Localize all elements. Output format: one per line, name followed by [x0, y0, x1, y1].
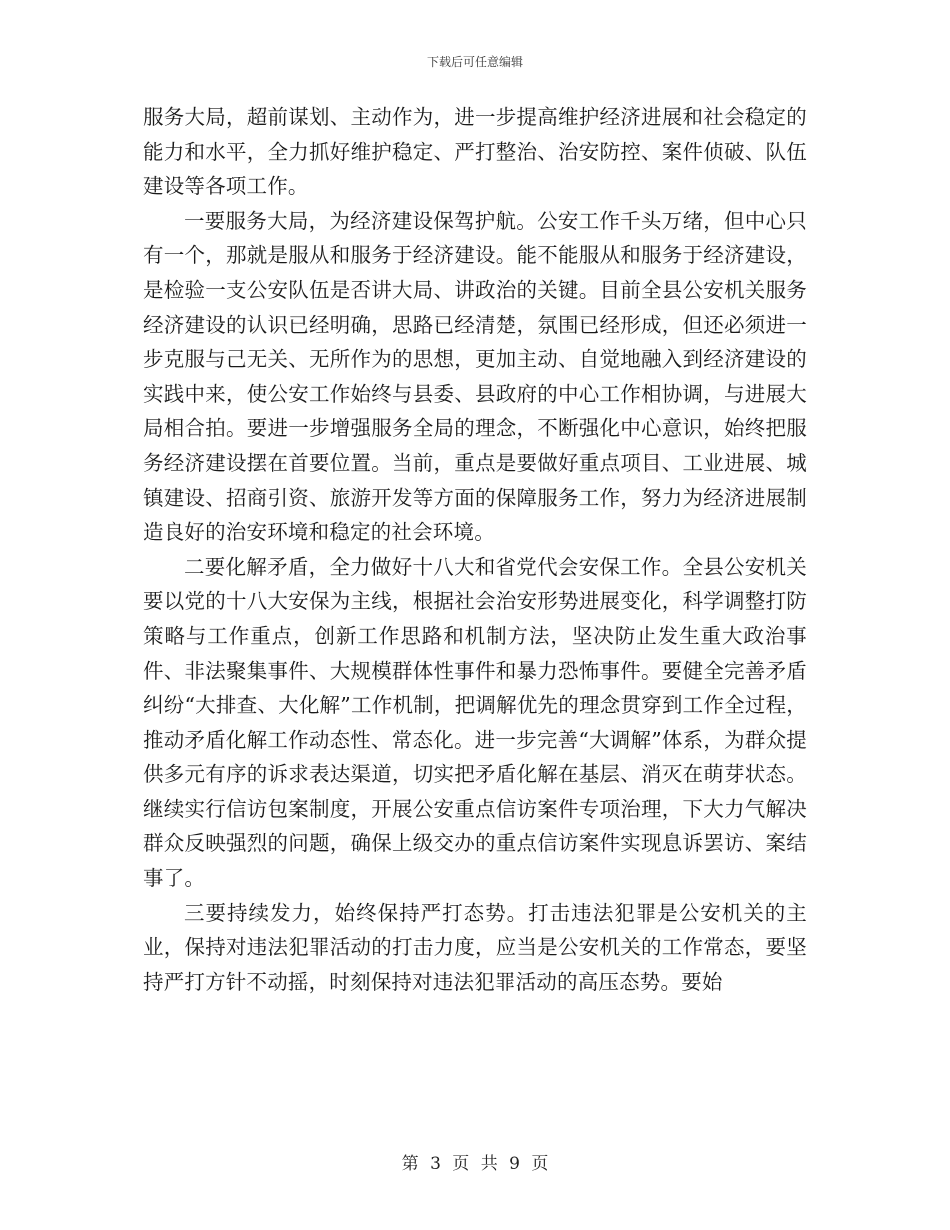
paragraph-continuation: 服务大局，超前谋划、主动作为，进一步提高维护经济进展和社会稳定的能力和水平，全力抓好维护稳定、严打整治、治安防控、案件侦破、队伍建设等各项工作。 — [143, 105, 807, 199]
paragraph-resolve-conflicts: 二要化解矛盾，全力做好十八大和省党代会安保工作。全县公安机关要以党的十八大安保为主线，根据社会治安形势进展变化，科学调整打防策略与工作重点，创新工作思路和机制方法，坚决防止发生重大政治事件、非法聚集事件、大规模群体性事件和暴力恐怖事件。要健全完善矛盾纠纷“大排查、大化解”工作机制，把调解优先的理念贯穿到工作全过程，推动矛盾化解工作动态性、常态化。进一步完善“大调解”体系，为群众提供多元有序的诉求表达渠道，切实把矛盾化解在基层、消灭在萌芽状态。继续实行信访包案制度，开展公安重点信访案件专项治理，下大力气解决群众反映强烈的问题，确保上级交办的重点信访案件实现息诉罢访、案结事了。 — [143, 554, 807, 891]
page-footer: 第 3 页 共 9 页 — [401, 1154, 549, 1174]
paragraph-serve-overall: 一要服务大局，为经济建设保驾护航。公安工作千头万绪，但中心只有一个，那就是服从和服务于经济建设。能不能服从和服务于经济建设，是检验一支公安队伍是否讲大局、讲政治的关键。目前全县公安机关服务经济建设的认识已经明确，思路已经清楚，氛围已经形成，但还必须进一步克服与己无关、无所作为的思想，更加主动、自觉地融入到经济建设的实践中来，使公安工作始终与县委、县政府的中心工作相协调，与进展大局相合拍。要进一步增强服务全局的理念，不断强化中心意识，始终把服务经济建设摆在首要位置。当前，重点是要做好重点项目、工业进展、城镇建设、招商引资、旅游开发等方面的保障服务工作，努力为经济进展制造良好的治安环境和稳定的社会环境。 — [143, 208, 807, 545]
document-body — [143, 100, 807, 999]
paragraph-strike-hard: 三要持续发力，始终保持严打态势。打击违法犯罪是公安机关的主业，保持对违法犯罪活动的打击力度，应当是公安机关的工作常态，要坚持严打方针不动摇，时刻保持对违法犯罪活动的高压态势。要始 — [143, 900, 807, 994]
page-header: 下载后可任意编辑 — [426, 55, 523, 69]
